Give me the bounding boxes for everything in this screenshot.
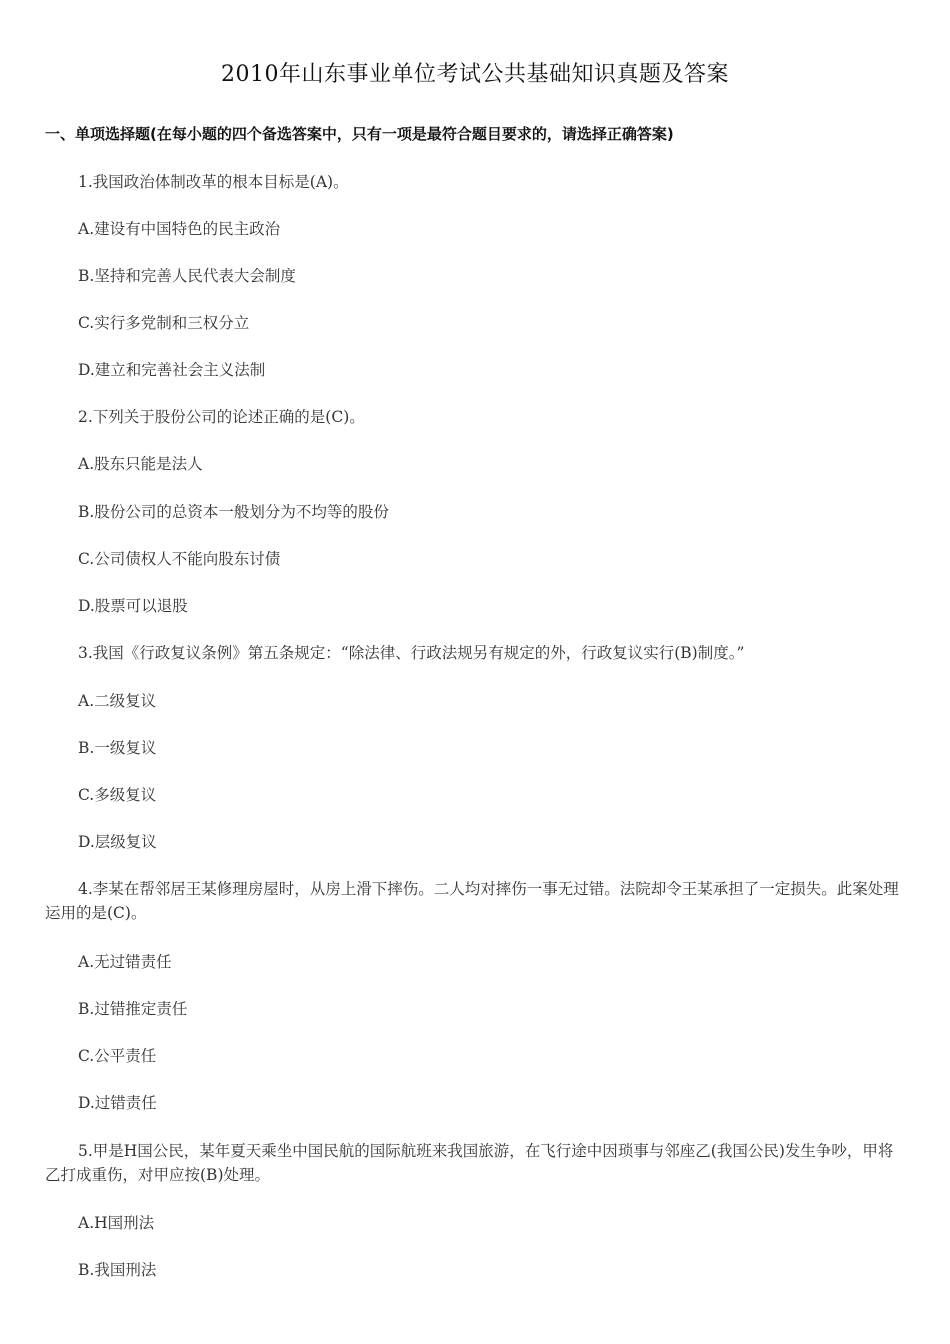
question-1-option-b: B.坚持和完善人民代表大会制度: [78, 267, 296, 285]
question-5-option-a: A.H国刑法: [78, 1214, 155, 1232]
question-2-stem: 2.下列关于股份公司的论述正确的是(C)。: [78, 408, 365, 426]
question-3-option-b: B.一级复议: [78, 739, 157, 757]
question-1-stem: 1.我国政治体制改革的根本目标是(A)。: [78, 173, 349, 191]
question-1-option-c: C.实行多党制和三权分立: [78, 314, 250, 332]
page-title: 2010年山东事业单位考试公共基础知识真题及答案: [221, 62, 729, 87]
question-3-option-c: C.多级复议: [78, 786, 157, 804]
question-2-option-d: D.股票可以退股: [78, 597, 188, 615]
question-4-stem: 4.李某在帮邻居王某修理房屋时，从房上滑下摔伤。二人均对摔伤一事无过错。法院却令王某承担了一定损失。此案处理运用的是(C)。: [45, 880, 899, 922]
question-3-option-a: A.二级复议: [78, 692, 157, 710]
question-2-option-b: B.股份公司的总资本一般划分为不均等的股份: [78, 503, 389, 521]
question-4-option-c: C.公平责任: [78, 1047, 157, 1065]
question-3-option-d: D.层级复议: [78, 833, 157, 851]
question-2-option-a: A.股东只能是法人: [78, 455, 203, 473]
section-heading: 一、单项选择题(在每小题的四个备选答案中，只有一项是最符合题目要求的，请选择正确答案): [45, 125, 674, 143]
question-4-option-a: A.无过错责任: [78, 953, 172, 971]
question-2-option-c: C.公司债权人不能向股东讨债: [78, 550, 281, 568]
question-1-option-d: D.建立和完善社会主义法制: [78, 361, 266, 379]
question-1-option-a: A.建设有中国特色的民主政治: [78, 220, 281, 238]
question-5-option-b: B.我国刑法: [78, 1261, 157, 1279]
question-3-stem: 3.我国《行政复议条例》第五条规定：“除法律、行政法规另有规定的外，行政复议实行(B)制度。”: [78, 644, 745, 662]
question-4-option-d: D.过错责任: [78, 1094, 157, 1112]
question-4-option-b: B.过错推定责任: [78, 1000, 188, 1018]
question-5-stem: 5.甲是H国公民，某年夏天乘坐中国民航的国际航班来我国旅游，在飞行途中因琐事与邻座乙(我国公民)发生争吵，甲将乙打成重伤，对甲应按(B)处理。: [45, 1142, 894, 1184]
